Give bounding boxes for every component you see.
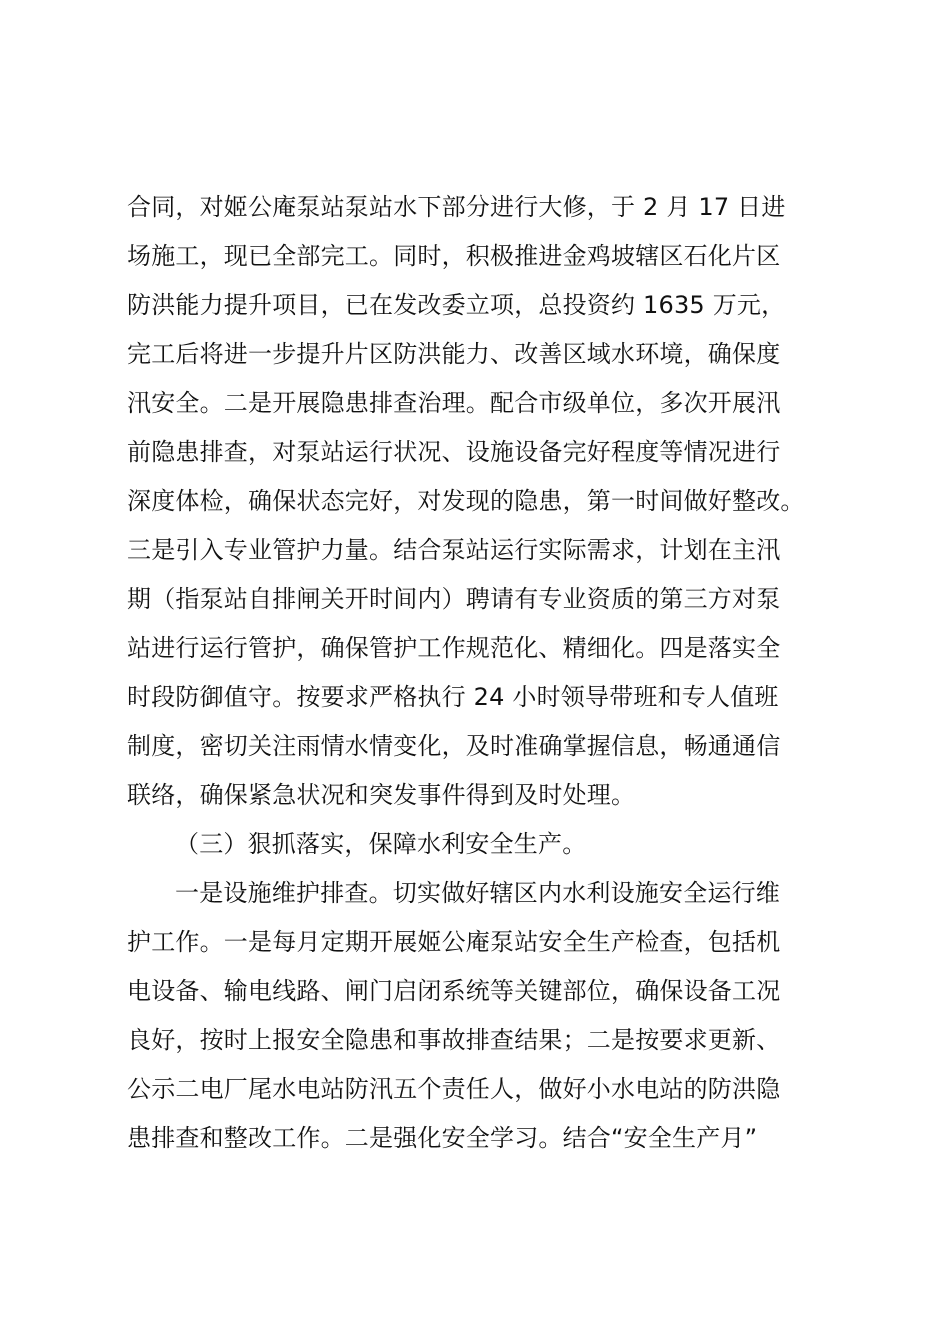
text-line: 合同，对姬公庵泵站泵站水下部分进行大修，于 2 月 17 日进 [127, 193, 786, 221]
section-heading: （三）狠抓落实，保障水利安全生产。 [175, 830, 587, 858]
text-line: 联络，确保紧急状况和突发事件得到及时处理。 [127, 781, 636, 809]
text-line: 三是引入专业管护力量。结合泵站运行实际需求，计划在主汛 [127, 536, 781, 564]
text-line: 护工作。一是每月定期开展姬公庵泵站安全生产检查，包括机 [127, 928, 781, 956]
paragraph-first-line: 一是设施维护排查。切实做好辖区内水利设施安全运行维 [175, 879, 780, 907]
text-line: 场施工，现已全部完工。同时，积极推进金鸡坡辖区石化片区 [127, 242, 781, 270]
text-line: 汛安全。二是开展隐患排查治理。配合市级单位，多次开展汛 [127, 389, 781, 417]
text-line: 站进行运行管护，确保管护工作规范化、精细化。四是落实全 [127, 634, 781, 662]
document-body [127, 183, 837, 1163]
text-line: 良好，按时上报安全隐患和事故排查结果；二是按要求更新、 [127, 1026, 781, 1054]
text-line: 前隐患排查，对泵站运行状况、设施设备完好程度等情况进行 [127, 438, 781, 466]
text-line: 公示二电厂尾水电站防汛五个责任人，做好小水电站的防洪隐 [127, 1075, 781, 1103]
text-line: 期（指泵站自排闸关开时间内）聘请有专业资质的第三方对泵 [127, 585, 781, 613]
text-line: 时段防御值守。按要求严格执行 24 小时领导带班和专人值班 [127, 683, 779, 711]
text-line: 电设备、输电线路、闸门启闭系统等关键部位，确保设备工况 [127, 977, 781, 1005]
text-line: 制度，密切关注雨情水情变化，及时准确掌握信息，畅通通信 [127, 732, 781, 760]
text-line: 防洪能力提升项目，已在发改委立项，总投资约 1635 万元， [127, 291, 786, 319]
text-line: 深度体检，确保状态完好，对发现的隐患，第一时间做好整改。 [127, 487, 805, 515]
text-line: 患排查和整改工作。二是强化安全学习。结合“安全生产月” [127, 1124, 758, 1152]
text-line: 完工后将进一步提升片区防洪能力、改善区域水环境，确保度 [127, 340, 781, 368]
